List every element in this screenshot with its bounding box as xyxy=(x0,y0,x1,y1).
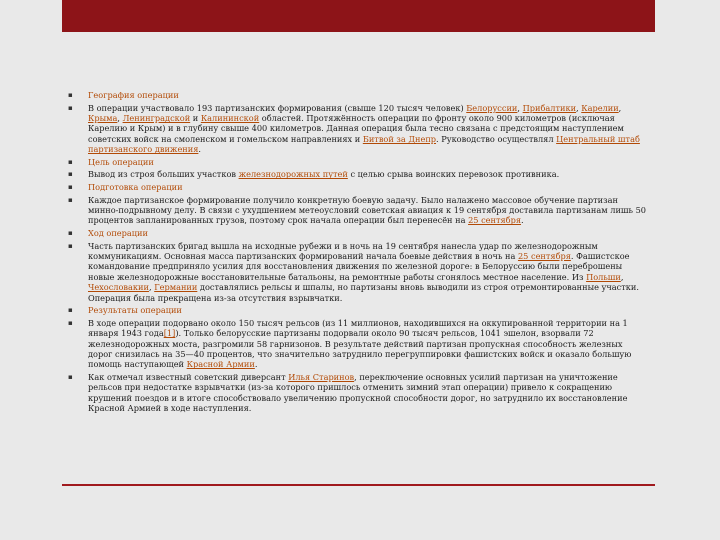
bullet-icon: ▪ xyxy=(68,157,73,166)
bullet-icon: ▪ xyxy=(68,195,73,204)
paragraph-text: . xyxy=(521,215,524,226)
paragraph-text: и xyxy=(190,113,201,123)
paragraph-text: , переключение основных усилий партизан на уничтожение рельсов при недостатке взрывчатки (из-за которого пришлось отменить зимний этап операции) привело к сокращению крушений поездов и в итоге способствовало увеличению пропускной способности дорог, но затруднило их восстановление Красной Армией в ходе наступления. xyxy=(88,372,628,414)
heading-text: География операции xyxy=(88,90,179,100)
list-item xyxy=(68,372,648,414)
paragraph-text: . Руководство осуществлял xyxy=(436,133,557,144)
heading-text: Подготовка операции xyxy=(88,182,183,192)
wiki-link[interactable]: железнодорожных путей xyxy=(238,169,348,180)
bullet-icon: ▪ xyxy=(68,103,73,112)
bottom-divider xyxy=(62,484,655,486)
section-heading xyxy=(68,305,648,315)
section-heading xyxy=(68,90,648,100)
paragraph-text: . xyxy=(254,359,258,370)
list-item xyxy=(68,195,648,226)
paragraph-text: Вывод из строя больших участков xyxy=(88,169,239,180)
heading-text: Результаты операции xyxy=(88,305,182,316)
wiki-link[interactable]: Германии xyxy=(154,282,198,293)
bullet-icon: ▪ xyxy=(68,318,73,327)
paragraph-text: Часть партизанских бригад вышла на исходные рубежи и в ночь на 19 сентября нанесла удар по железнодорожным коммуникациям. Основная масса партизанских формирований начала боевые действия в ночь на xyxy=(88,240,598,261)
list-item xyxy=(68,318,648,370)
section-heading xyxy=(68,228,648,238)
wiki-link[interactable]: [1] xyxy=(163,328,176,339)
wiki-link[interactable]: Битвой за Днепр xyxy=(362,133,437,144)
wiki-link[interactable]: Крыма xyxy=(88,113,118,123)
bullet-icon: ▪ xyxy=(68,91,73,99)
wiki-link[interactable]: Ленинградской xyxy=(122,113,191,123)
paragraph-text: областей. Протяжённость операции по фронту около 900 километров (исключая Карелию и Крым) и в глубину свыше 400 километров. Данная операция была тесно связана с предстоящим наступлением советских войск на смоленском и гомельском направлениях и xyxy=(88,113,624,144)
heading-text: Ход операции xyxy=(88,228,148,238)
bullet-icon: ▪ xyxy=(68,306,73,315)
bullet-list xyxy=(68,90,648,414)
section-heading xyxy=(68,157,648,167)
paragraph-text: . Фашистское командование предприняло усилия для восстановления движения по железной дороге: в Белоруссию были переброшены новые железнодорожные восстановительные батальоны, на ремонтные работы сгонялось местное население. Из xyxy=(88,251,630,282)
heading-text: Цель операции xyxy=(88,156,154,167)
wiki-link[interactable]: Польши xyxy=(586,271,621,282)
paragraph-text: , xyxy=(618,102,622,113)
wiki-link[interactable]: Красной Армии xyxy=(186,359,255,370)
paragraph-text: , xyxy=(148,282,155,293)
bullet-icon: ▪ xyxy=(68,183,73,191)
paragraph-text: доставлялись рельсы и шпалы, но партизаны вновь выводили из строя отремонтированные участки. Операция была прекращена из-за отсутствия взрывчатки. xyxy=(88,282,639,303)
paragraph-text: с целью срыва воинских перевозок противника. xyxy=(347,169,560,180)
wiki-link[interactable]: Илья Старинов xyxy=(288,372,355,383)
wiki-link[interactable]: Чехословакии xyxy=(88,282,149,293)
bullet-icon: ▪ xyxy=(68,170,73,179)
paragraph-text: , xyxy=(517,102,523,113)
paragraph-text: В операции участвовало 193 партизанских формирования (свыше 120 тысяч человек) xyxy=(88,102,467,113)
paragraph-text: , xyxy=(620,271,624,282)
paragraph-text: . xyxy=(198,144,201,155)
wiki-link[interactable]: 25 сентября xyxy=(517,251,571,261)
top-banner-bar xyxy=(62,0,655,32)
bullet-icon: ▪ xyxy=(68,229,73,237)
list-item xyxy=(68,169,648,179)
slide-content xyxy=(68,90,648,416)
section-heading xyxy=(68,182,648,192)
paragraph-text: Как отмечал известный советский диверсант xyxy=(88,372,289,383)
paragraph-text: В ходе операции подорвано около 150 тысяч рельсов (из 11 миллионов, находившихся на оккупированной территории на 1 января 1943 года xyxy=(88,317,628,339)
list-item xyxy=(68,103,648,155)
wiki-link[interactable]: Прибалтики xyxy=(522,102,577,113)
paragraph-text: , xyxy=(117,113,123,123)
list-item xyxy=(68,241,648,303)
bullet-icon: ▪ xyxy=(68,373,73,382)
paragraph-text: ). Только белорусские партизаны подорвали около 90 тысяч рельсов, 1041 эшелон, взорвали 72 железнодорожных моста, разгромили 58 гарнизонов. В результате действий партизан пропускная способность железных дорог снизилась на 35—40 процентов, что значительно затруднило перегруппировки фашистских войск и оказало большую помощь наступающей xyxy=(88,328,632,370)
wiki-link[interactable]: Центральный штаб партизанского движения xyxy=(88,133,640,155)
paragraph-text: , xyxy=(576,102,582,113)
wiki-link[interactable]: 25 сентября xyxy=(468,215,522,226)
bullet-icon: ▪ xyxy=(68,241,73,250)
paragraph-text: Каждое партизанское формирование получило конкретную боевую задачу. Было налажено массовое обучение партизан минно-подрывному делу. В связи с ухудшением метеоусловий советская авиация к 19 сентября доставила партизанам лишь 50 процентов запланированных грузов, поэтому срок начала операции был перенесён на xyxy=(88,194,646,226)
wiki-link[interactable]: Белоруссии xyxy=(466,102,518,113)
wiki-link[interactable]: Карелии xyxy=(581,102,619,113)
wiki-link[interactable]: Калининской xyxy=(200,113,260,123)
